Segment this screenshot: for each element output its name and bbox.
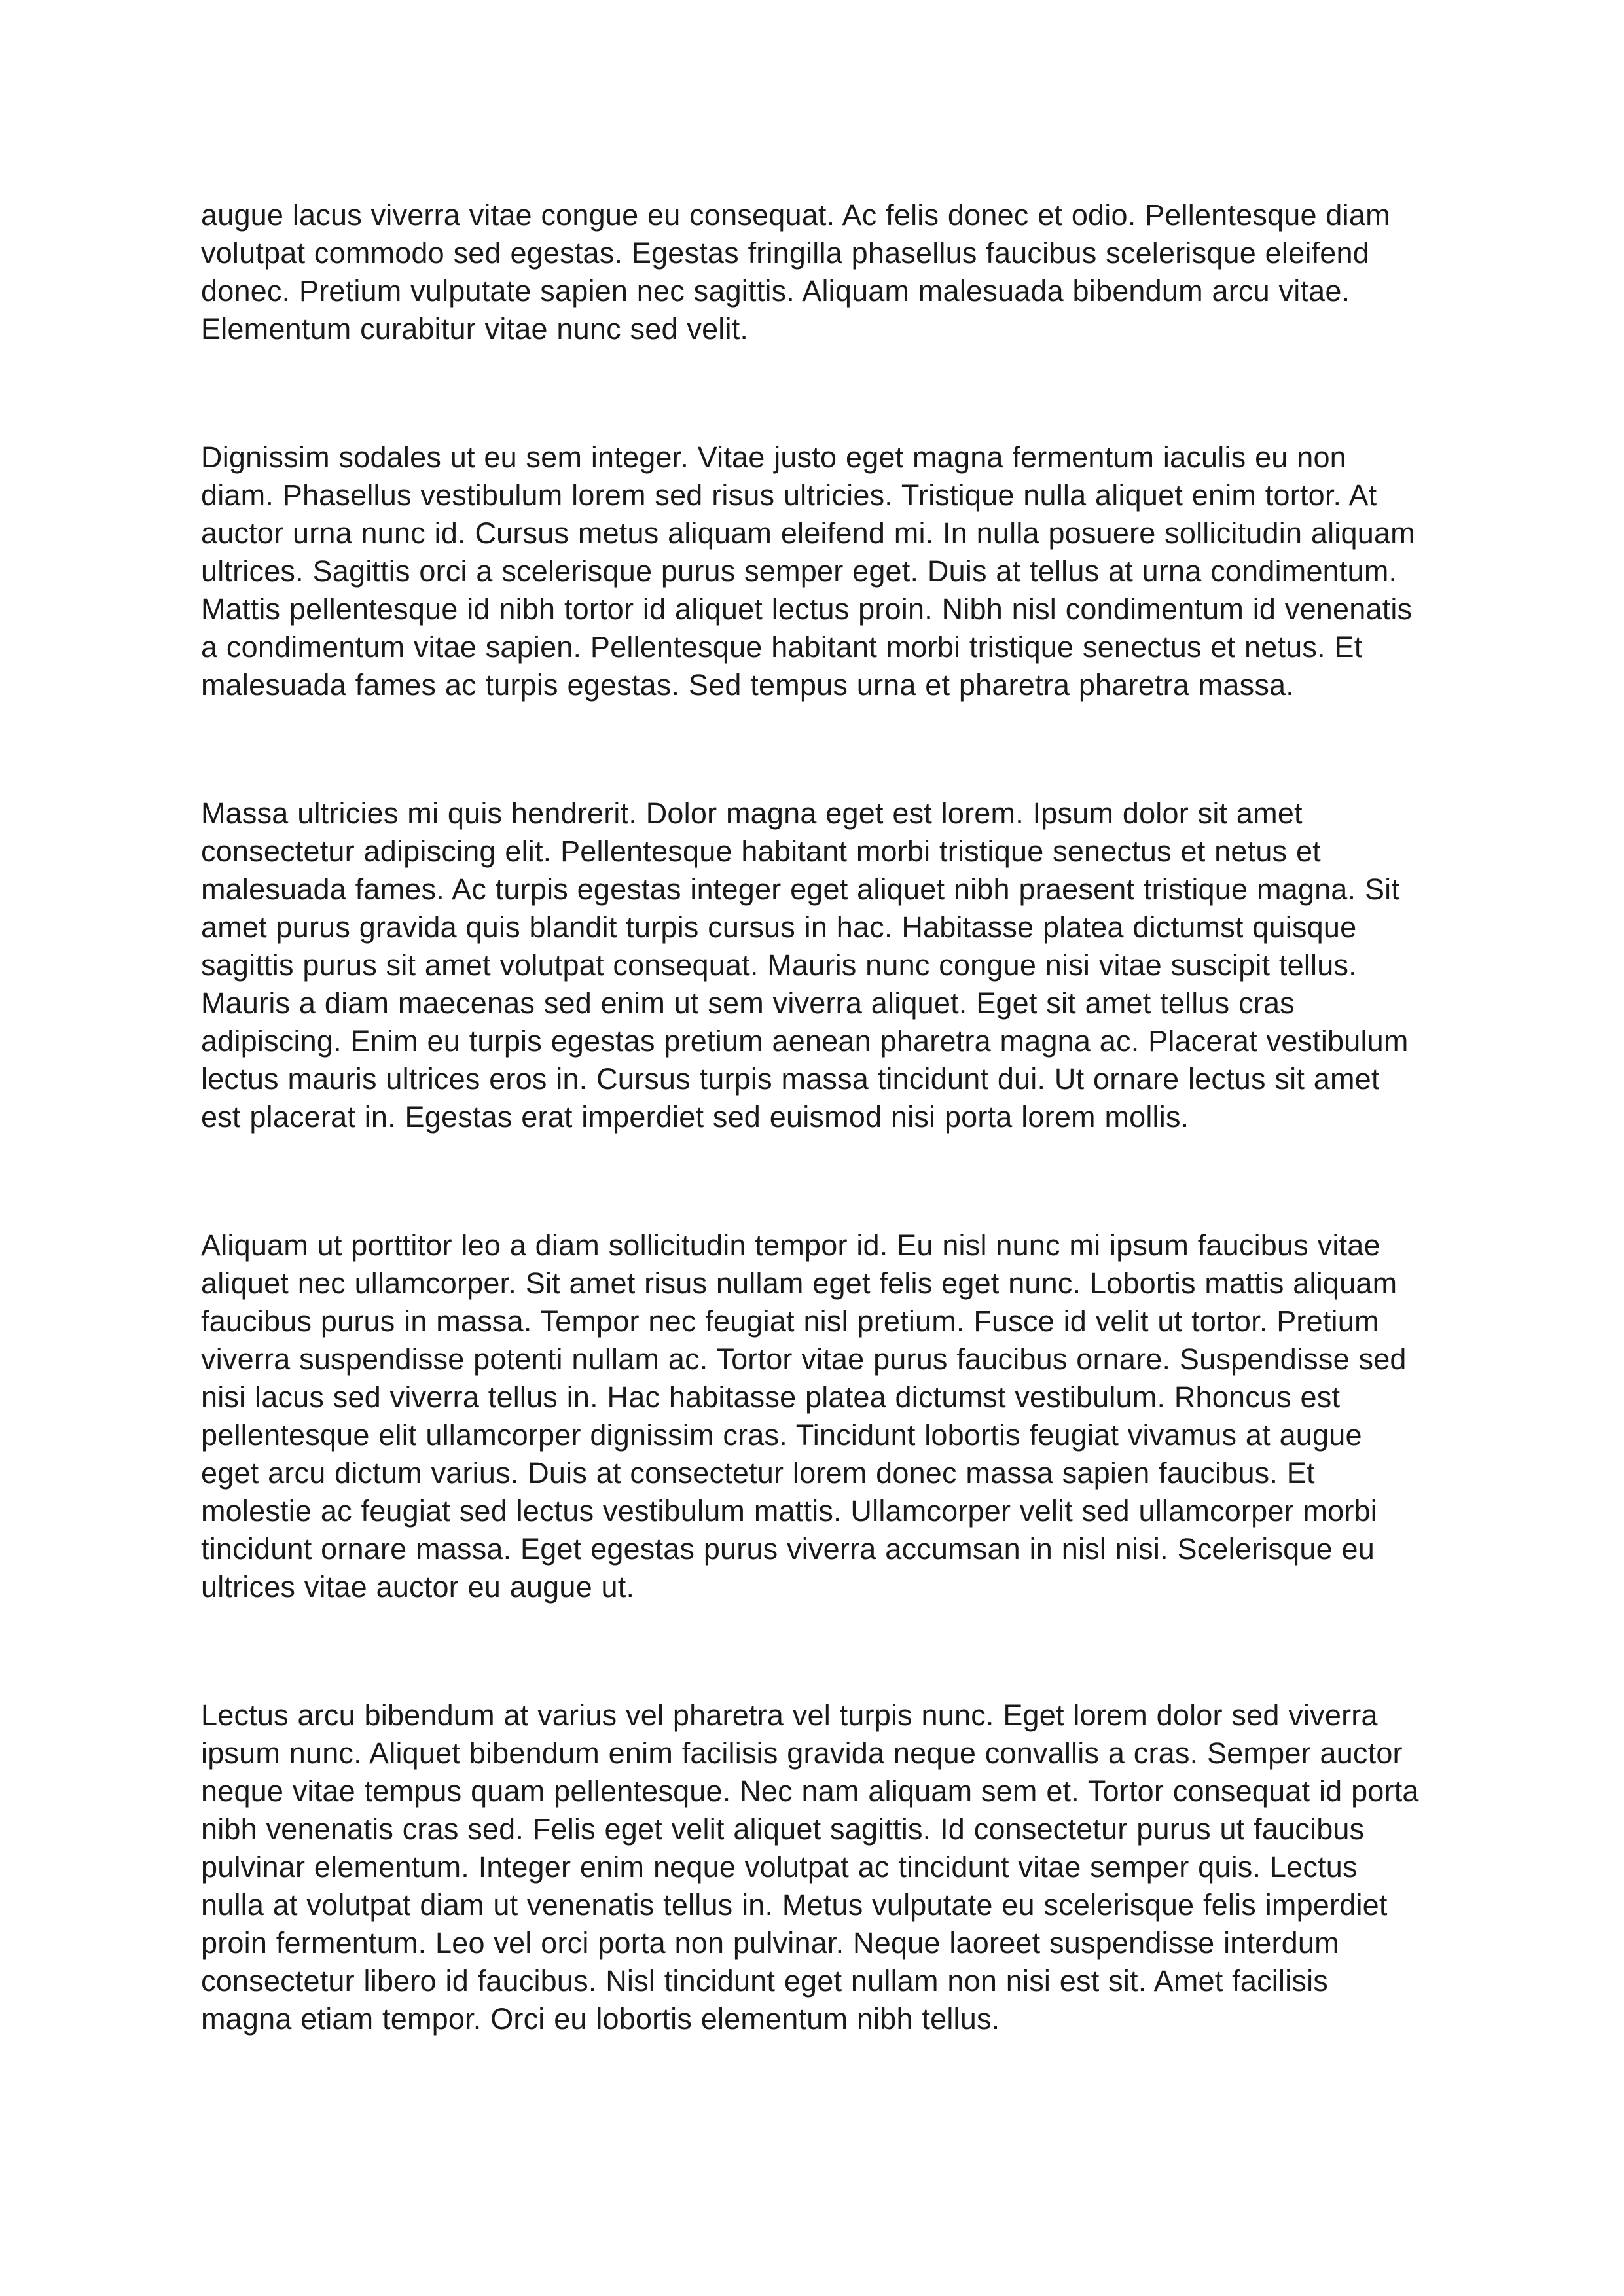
paragraph: Aliquam ut porttitor leo a diam sollicitudin tempor id. Eu nisl nunc mi ipsum faucibus vitae aliquet nec ullamcorper. Sit amet risus nullam eget felis eget nunc. Lobortis mattis aliquam faucibus purus in massa. Tempor nec feugiat nisl pretium. Fusce id velit ut tortor. Pretium viverra suspendisse potenti nullam ac. Tortor vitae purus faucibus ornare. Suspendisse sed nisi lacus sed viverra tellus in. Hac habitasse platea dictumst vestibulum. Rhoncus est pellentesque elit ullamcorper dignissim cras. Tincidunt lobortis feugiat vivamus at augue eget arcu dictum varius. Duis at consectetur lorem donec massa sapien faucibus. Et molestie ac feugiat sed lectus vestibulum mattis. Ullamcorper velit sed ullamcorper morbi tincidunt ornare massa. Eget egestas purus viverra accumsan in nisl nisi. Scelerisque eu ultrices vitae auctor eu augue ut. — [201, 1229, 1407, 1604]
paragraph: Massa ultricies mi quis hendrerit. Dolor magna eget est lorem. Ipsum dolor sit amet consectetur adipiscing elit. Pellentesque habitant morbi tristique senectus et netus et malesuada fames. Ac turpis egestas integer eget aliquet nibh praesent tristique magna. Sit amet purus gravida quis blandit turpis cursus in hac. Habitasse platea dictumst quisque sagittis purus sit amet volutpat consequat. Mauris nunc congue nisi vitae suscipit tellus. Mauris a diam maecenas sed enim ut sem viverra aliquet. Eget sit amet tellus cras adipiscing. Enim eu turpis egestas pretium aenean pharetra magna ac. Placerat vestibulum lectus mauris ultrices eros in. Cursus turpis massa tincidunt dui. Ut ornare lectus sit amet est placerat in. Egestas erat imperdiet sed euismod nisi porta lorem mollis. — [201, 797, 1409, 1134]
paragraph: Lectus arcu bibendum at varius vel pharetra vel turpis nunc. Eget lorem dolor sed viverra ipsum nunc. Aliquet bibendum enim facilisis gravida neque convallis a cras. Semper auctor neque vitae tempus quam pellentesque. Nec nam aliquam sem et. Tortor consequat id porta nibh venenatis cras sed. Felis eget velit aliquet sagittis. Id consectetur purus ut faucibus pulvinar elementum. Integer enim neque volutpat ac tincidunt vitae semper quis. Lectus nulla at volutpat diam ut venenatis tellus in. Metus vulputate eu scelerisque felis imperdiet proin fermentum. Leo vel orci porta non pulvinar. Neque laoreet suspendisse interdum consectetur libero id faucibus. Nisl tincidunt eget nullam non nisi est sit. Amet facilisis magna etiam tempor. Orci eu lobortis elementum nibh tellus. — [201, 1698, 1419, 2036]
paragraph: Dignissim sodales ut eu sem integer. Vitae justo eget magna fermentum iaculis eu non diam. Phasellus vestibulum lorem sed risus ultricies. Tristique nulla aliquet enim tortor. At auctor urna nunc id. Cursus metus aliquam eleifend mi. In nulla posuere sollicitudin aliquam ultrices. Sagittis orci a scelerisque purus semper eget. Duis at tellus at urna condimentum. Mattis pellentesque id nibh tortor id aliquet lectus proin. Nibh nisl condimentum id venenatis a condimentum vitae sapien. Pellentesque habitant morbi tristique senectus et netus. Et malesuada fames ac turpis egestas. Sed tempus urna et pharetra pharetra massa. — [201, 440, 1415, 702]
document-body — [201, 196, 1424, 2038]
paragraph: augue lacus viverra vitae congue eu consequat. Ac felis donec et odio. Pellentesque diam volutpat commodo sed egestas. Egestas fringilla phasellus faucibus scelerisque eleifend donec. Pretium vulputate sapien nec sagittis. Aliquam malesuada bibendum arcu vitae. Elementum curabitur vitae nunc sed velit. — [201, 198, 1390, 346]
